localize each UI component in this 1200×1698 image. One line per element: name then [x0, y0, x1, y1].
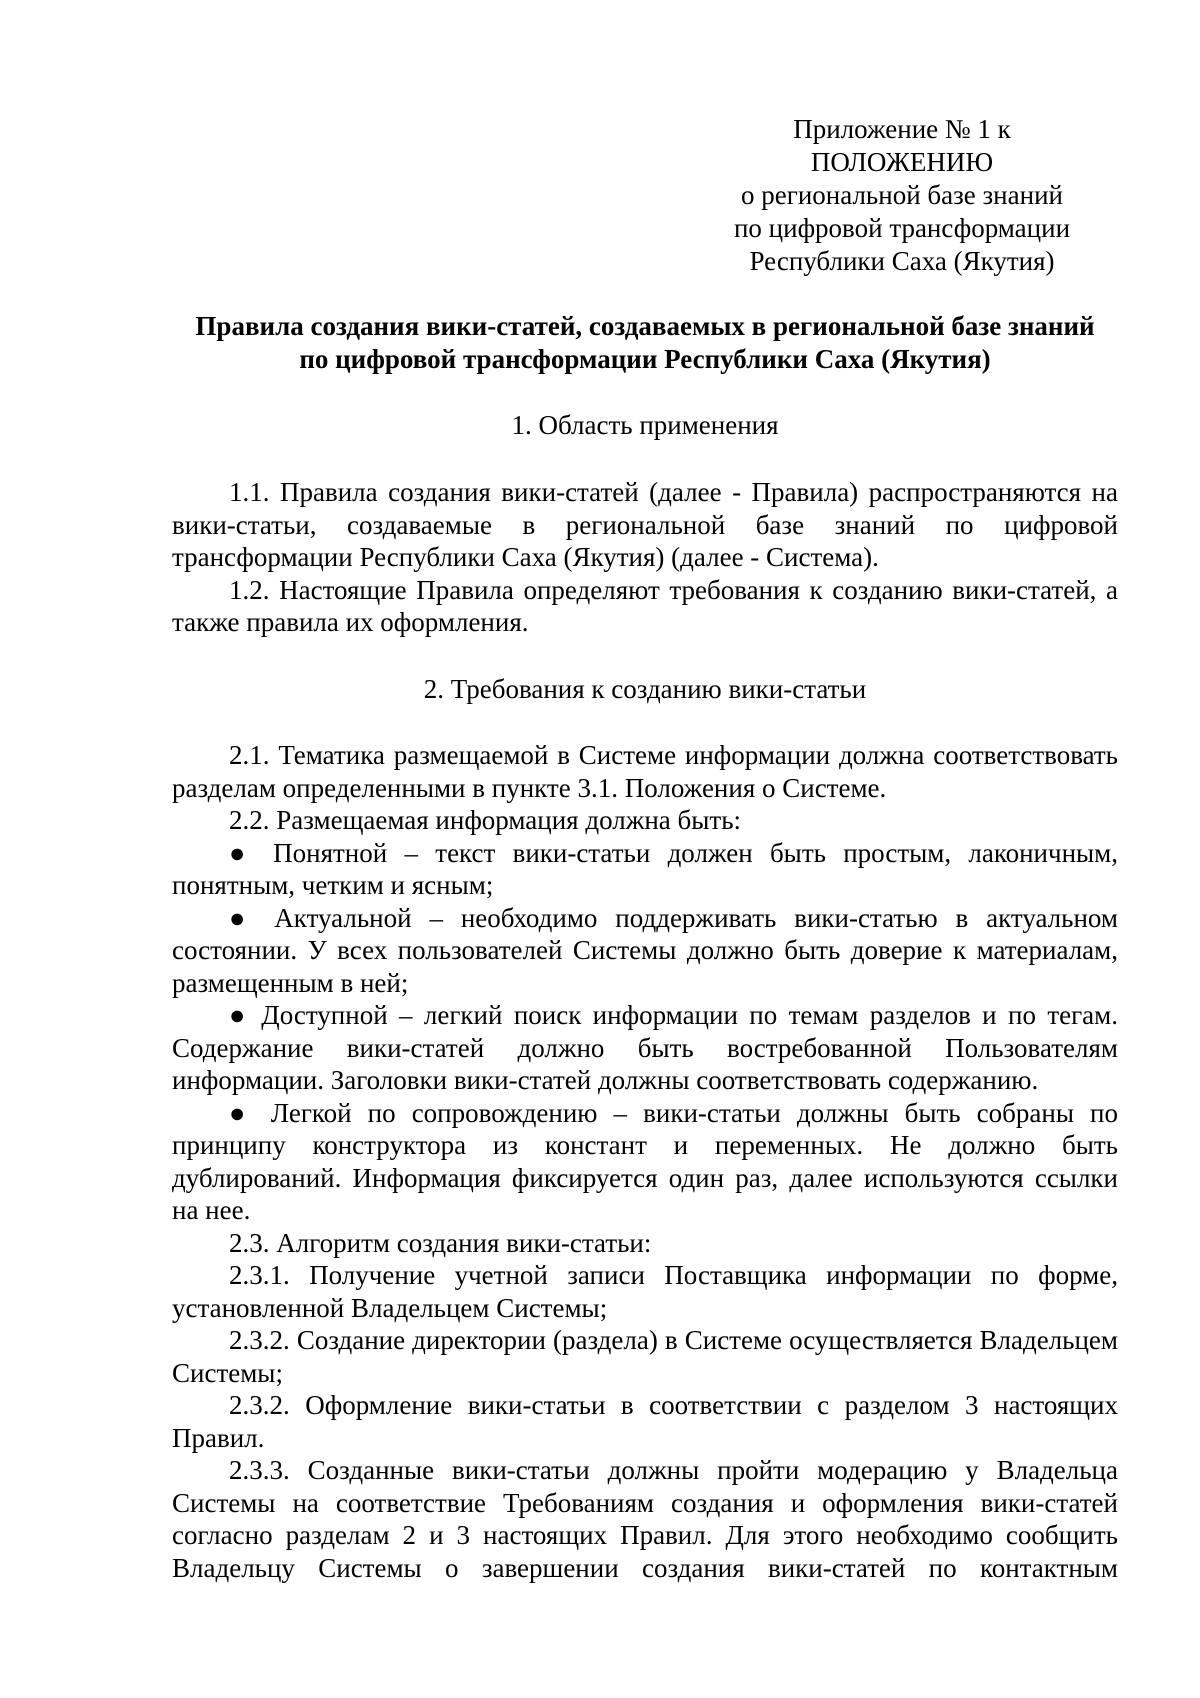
list-item-actual: ● Актуальной – необходимо поддерживать вики-статью в актуальном состоянии. У всех пользователей Системы должно быть доверие к материалам, размещенным в ней; — [172, 902, 1118, 998]
section-2-heading: 2. Требования к созданию вики-статьи — [423, 674, 867, 704]
paragraph-1-1: 1.1. Правила создания вики-статей (далее - Правила) распространяются на вики-статьи, создаваемые в региональной базе знаний по цифровой трансформации Республики Саха (Якутия) (далее - Система). — [172, 477, 1118, 572]
paragraph-2-2: 2.2. Размещаемая информация должна быть: — [229, 805, 742, 835]
section-1-heading: 1. Область применения — [511, 410, 779, 440]
paragraph-2-3-2b: 2.3.2. Оформление вики-статьи в соответствии с разделом 3 настоящих Правил. — [172, 1390, 1118, 1453]
paragraph-2-3-1: 2.3.1. Получение учетной записи Поставщика информации по форме, установленной Владельцем Системы; — [172, 1260, 1118, 1323]
document-title-line: по цифровой трансформации Республики Саха (Якутия) — [299, 344, 991, 374]
appendix-line: ПОЛОЖЕНИЮ — [810, 147, 994, 177]
list-item-accessible: ● Доступной – легкий поиск информации по темам разделов и по тегам. Содержание вики-статей должно быть востребованной Пользователям информации. Заголовки вики-статей должны соответствовать содержанию. — [172, 1000, 1118, 1095]
document-title — [172, 310, 1118, 376]
appendix-reference — [692, 113, 1112, 278]
document-title-line: Правила создания вики-статей, создаваемых в региональной базе знаний — [195, 311, 1095, 341]
section-2-body — [172, 739, 1118, 1584]
list-item-easy-maintenance: ● Легкой по сопровождению – вики-статьи должны быть собраны по принципу конструктора из констант и переменных. Не должно быть дублирований. Информация фиксируется один раз, далее используются ссылки на нее. — [172, 1097, 1118, 1225]
appendix-line: по цифровой трансформации — [733, 213, 1071, 243]
appendix-line: Приложение № 1 к — [793, 114, 1011, 144]
paragraph-2-3: 2.3. Алгоритм создания вики-статьи: — [229, 1227, 652, 1258]
appendix-line: о региональной базе знаний — [741, 180, 1063, 210]
appendix-line: Республики Саха (Якутия) — [749, 246, 1055, 276]
paragraph-2-3-3: 2.3.3. Созданные вики-статьи должны пройти модерацию у Владельца Системы на соответствие Требованиям создания и оформления вики-статей согласно разделам 2 и 3 настоящих Правил. Для этого необходимо сообщить Владельцу Системы о завершении создания вики-статей по контактным — [172, 1455, 1118, 1583]
paragraph-2-3-2a: 2.3.2. Создание директории (раздела) в Системе осуществляется Владельцем Системы; — [172, 1325, 1118, 1388]
list-item-understandable: ● Понятной – текст вики-статьи должен быть простым, лаконичным, понятным, четким и ясным; — [172, 837, 1118, 900]
paragraph-2-1: 2.1. Тематика размещаемой в Системе информации должна соответствовать разделам определенными в пункте 3.1. Положения о Системе. — [172, 740, 1118, 803]
section-1-body — [172, 476, 1118, 639]
paragraph-1-2: 1.2. Настоящие Правила определяют требования к созданию вики-статей, а также правила их оформления. — [172, 574, 1118, 637]
